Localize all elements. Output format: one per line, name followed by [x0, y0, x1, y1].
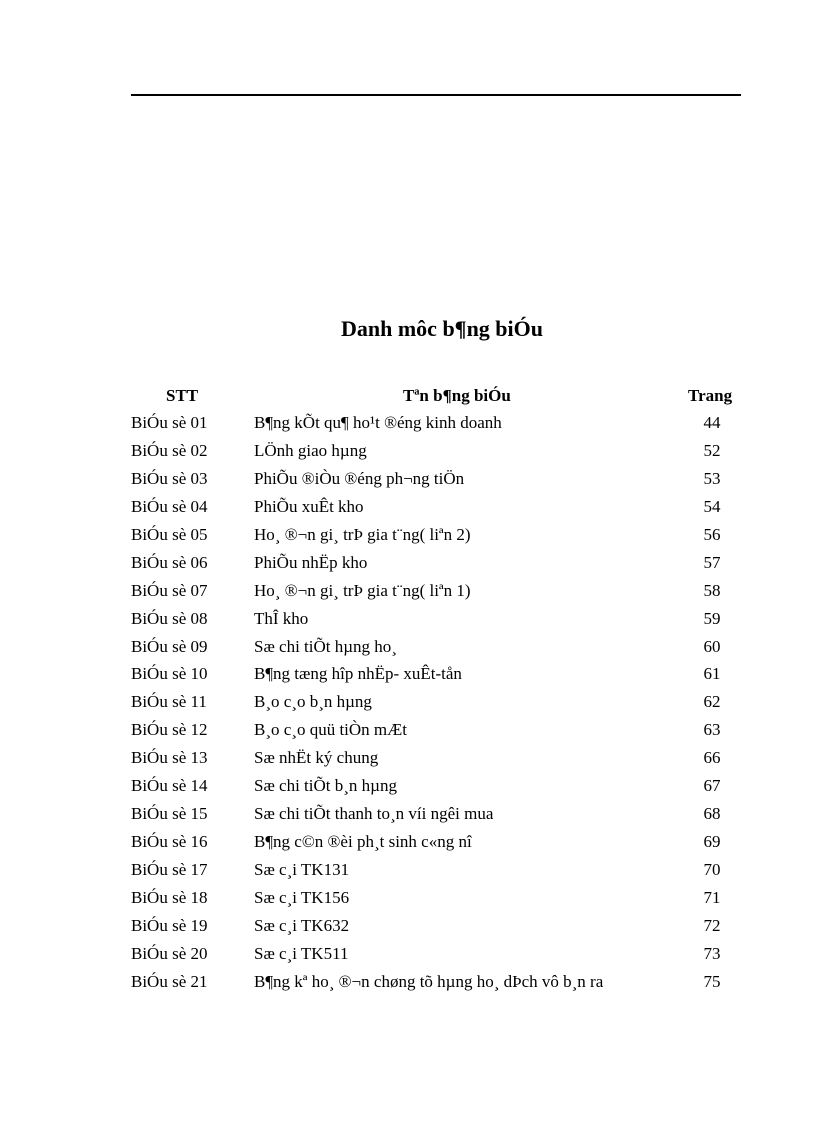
row-name: Sæ c¸i TK131 [254, 860, 350, 879]
row-name: B¶ng kª ho¸ ®¬n chøng tõ hµng ho¸ dÞch vô b¸n ra [254, 971, 604, 991]
row-page: 69 [703, 832, 721, 852]
table-row [0, 774, 816, 802]
row-name: Sæ chi tiÕt hµng ho¸ [254, 636, 397, 656]
row-page: 71 [703, 887, 721, 907]
row-stt: BiÓu sè 15 [131, 804, 208, 824]
table-row [0, 467, 816, 495]
table-row [0, 662, 816, 690]
table-row [0, 551, 816, 579]
table-row [0, 495, 816, 523]
table-row [0, 746, 816, 774]
row-stt: BiÓu sè 14 [131, 776, 208, 796]
row-page: 58 [703, 580, 721, 600]
table-row [0, 886, 816, 914]
table-row [0, 802, 816, 830]
row-name: PhiÕu ®iÒu ®éng ph¬ng tiÖn [254, 468, 465, 488]
row-page: 61 [703, 664, 721, 684]
header-page: Trang [688, 386, 733, 405]
row-name: PhiÕu nhËp kho [254, 552, 368, 572]
row-stt: BiÓu sè 20 [131, 943, 208, 963]
row-page: 52 [703, 440, 721, 460]
row-stt: BiÓu sè 07 [131, 580, 208, 600]
row-stt: BiÓu sè 17 [131, 860, 208, 879]
row-name: Ho¸ ®¬n gi¸ trÞ gia t¨ng( liªn 1) [254, 580, 471, 600]
row-name: PhiÕu xuÊt kho [254, 496, 364, 516]
row-page: 54 [703, 496, 721, 516]
row-stt: BiÓu sè 19 [131, 915, 208, 935]
table-row [0, 579, 816, 607]
table-row [0, 635, 816, 663]
table-row [0, 942, 816, 970]
table-body [0, 411, 816, 998]
row-page: 66 [703, 748, 721, 768]
table-row [0, 858, 816, 886]
table-row [0, 718, 816, 746]
table-row [0, 690, 816, 718]
row-stt: BiÓu sè 01 [131, 413, 208, 432]
row-name: Sæ nhËt ký chung [254, 748, 379, 768]
row-page: 57 [703, 552, 721, 572]
header-name: Tªn b¶ng biÓu [403, 386, 511, 405]
row-stt: BiÓu sè 06 [131, 552, 208, 572]
table-row [0, 523, 816, 551]
table-row [0, 914, 816, 942]
row-page: 67 [703, 776, 721, 796]
row-page: 72 [703, 915, 721, 935]
row-page: 44 [703, 413, 721, 432]
row-page: 70 [703, 860, 721, 879]
row-stt: BiÓu sè 13 [131, 748, 208, 768]
row-name: LÖnh giao hµng [254, 440, 367, 460]
row-name: B¶ng c©n ®èi ph¸t sinh c«ng nî [254, 832, 472, 852]
row-stt: BiÓu sè 16 [131, 832, 208, 852]
row-name: B¸o c¸o b¸n hµng [254, 692, 372, 712]
header-stt: STT [166, 386, 199, 405]
row-name: B¶ng kÕt qu¶ ho¹t ®éng kinh doanh [254, 413, 502, 432]
row-name: Sæ c¸i TK632 [254, 915, 350, 935]
row-stt: BiÓu sè 12 [131, 720, 208, 740]
row-page: 63 [703, 720, 721, 740]
page-title: Danh môc b¶ng biÓu [341, 316, 543, 341]
row-stt: BiÓu sè 05 [131, 524, 208, 544]
row-stt: BiÓu sè 18 [131, 887, 208, 907]
row-name: Sæ c¸i TK511 [254, 943, 349, 963]
row-page: 68 [703, 804, 721, 824]
row-page: 53 [703, 468, 721, 488]
row-page: 73 [703, 943, 721, 963]
row-name: ThÎ kho [254, 608, 309, 628]
row-stt: BiÓu sè 10 [131, 664, 208, 684]
row-page: 59 [703, 608, 721, 628]
row-name: Sæ c¸i TK156 [254, 887, 350, 907]
row-name: Sæ chi tiÕt thanh to¸n víi ngêi mua [254, 804, 494, 824]
row-stt: BiÓu sè 21 [131, 971, 208, 991]
row-page: 62 [703, 692, 721, 712]
row-page: 60 [703, 636, 721, 656]
row-name: B¸o c¸o quü tiÒn mÆt [254, 720, 407, 740]
row-name: B¶ng tæng hîp nhËp- xuÊt-tån [254, 664, 462, 684]
row-stt: BiÓu sè 11 [131, 692, 207, 712]
row-name: Sæ chi tiÕt b¸n hµng [254, 776, 397, 796]
row-page: 56 [703, 524, 721, 544]
row-stt: BiÓu sè 02 [131, 440, 208, 460]
table-row [0, 411, 816, 439]
row-stt: BiÓu sè 09 [131, 636, 208, 656]
table-row [0, 830, 816, 858]
row-page: 75 [703, 971, 721, 991]
row-stt: BiÓu sè 04 [131, 496, 208, 516]
table-row [0, 970, 816, 998]
row-stt: BiÓu sè 08 [131, 608, 208, 628]
row-name: Ho¸ ®¬n gi¸ trÞ gia t¨ng( liªn 2) [254, 524, 471, 544]
header-rule [131, 94, 741, 96]
table-header [0, 386, 816, 408]
table-row [0, 607, 816, 635]
row-stt: BiÓu sè 03 [131, 468, 208, 488]
table-row [0, 439, 816, 467]
